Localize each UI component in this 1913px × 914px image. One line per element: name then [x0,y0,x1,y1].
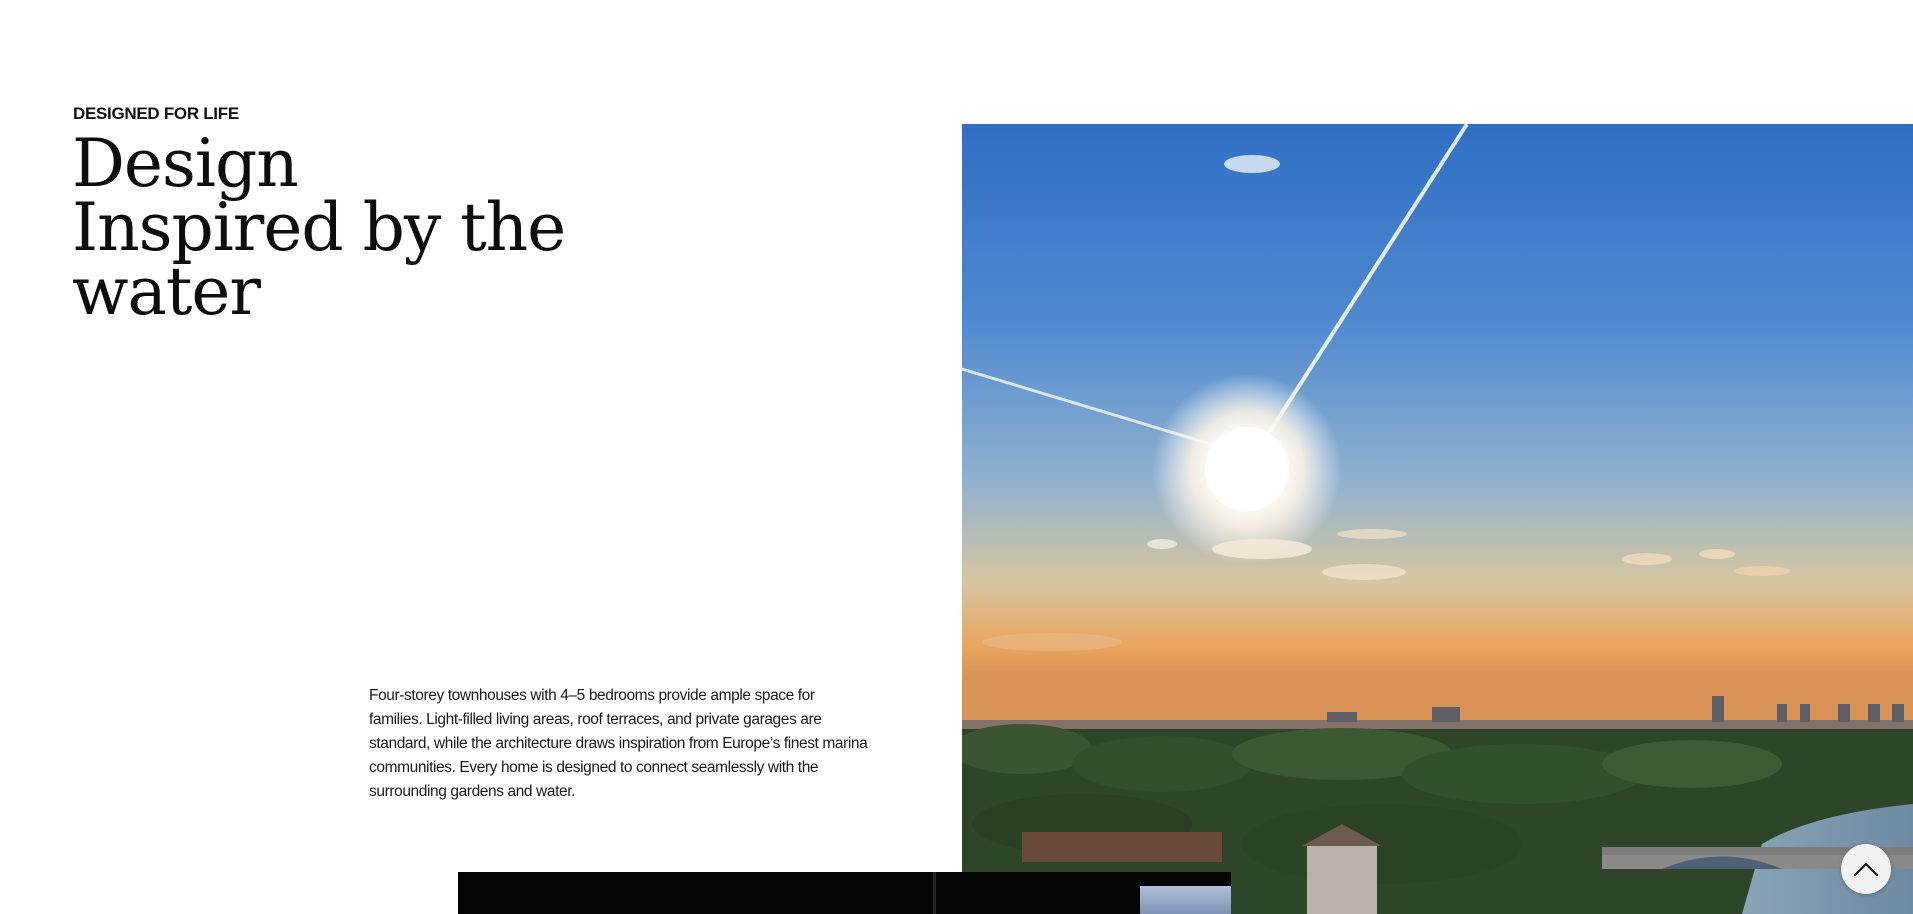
video-preview[interactable] [458,872,1231,914]
section-headline [72,125,632,330]
hero-photo-sunset-city [962,124,1913,914]
scroll-to-top-button[interactable] [1841,844,1891,894]
section-eyebrow: DESIGNED FOR LIFE [73,104,239,123]
video-window-light [1140,886,1231,914]
video-frame-divider [933,872,936,914]
chevron-up-icon [1853,861,1879,877]
headline-line-2: Inspired by the [72,189,566,266]
section-description: Four-storey townhouses with 4–5 bedrooms provide ample space for families. Light-filled living areas, roof terraces, and private garages are standard, while the architecture draws inspiration from Europe’s finest marina communities. Every home is designed to connect seamlessly with the surrounding gardens and water. [369,687,868,800]
headline-line-3: water [72,253,260,330]
headline-line-1: Design [72,125,298,202]
